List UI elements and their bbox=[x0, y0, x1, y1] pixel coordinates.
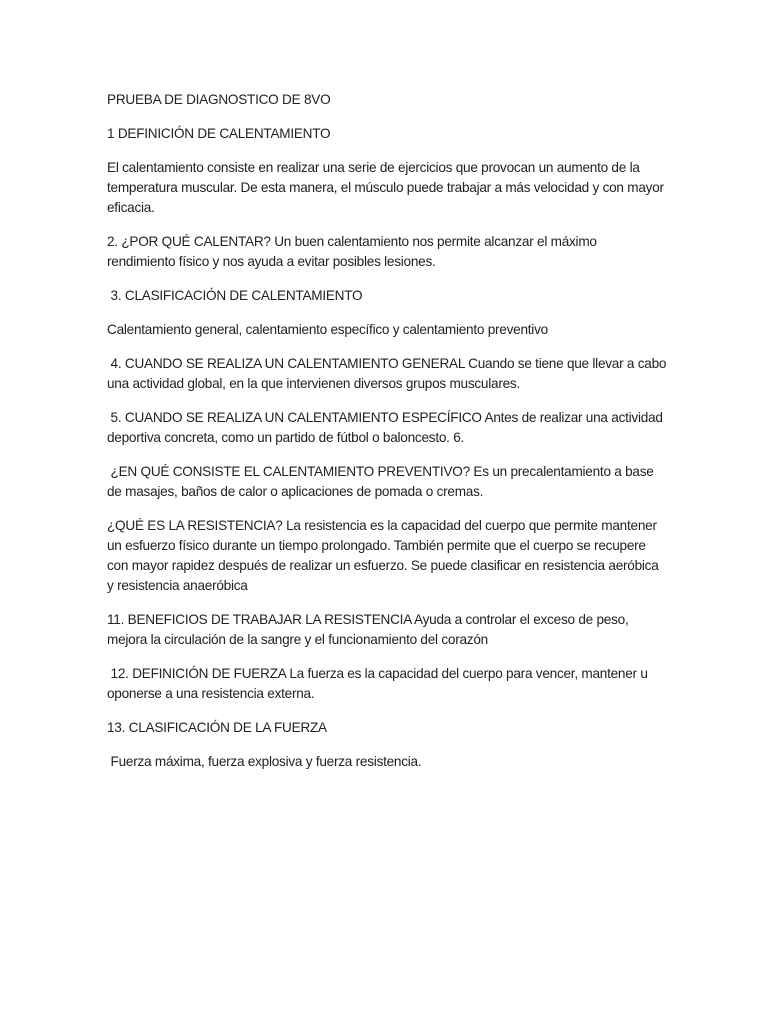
paragraph-strength-definition: 12. DEFINICIÓN DE FUERZA La fuerza es la capacidad del cuerpo para vencer, mantener u oponerse a una resistencia externa. bbox=[107, 666, 652, 701]
paragraph-why-warmup: 2. ¿POR QUÉ CALENTAR? Un buen calentamiento nos permite alcanzar el máximo rendimiento físico y nos ayuda a evitar posibles lesiones. bbox=[107, 234, 601, 269]
paragraph-resistance: ¿QUÉ ES LA RESISTENCIA? La resistencia es la capacidad del cuerpo que permite mantener un esfuerzo físico durante un tiempo prolongado. También permite que el cuerpo se recupere con mayor rapidez después de realizar un esfuerzo. Se puede clasificar en resistencia aeróbica y resistencia anaeróbica bbox=[107, 518, 663, 593]
paragraph-heading-13: 13. CLASIFICACIÓN DE LA FUERZA bbox=[107, 720, 327, 735]
paragraph-general-warmup: 4. CUANDO SE REALIZA UN CALENTAMIENTO GENERAL Cuando se tiene que llevar a cabo una actividad global, en la que intervienen diversos grupos musculares. bbox=[107, 356, 670, 391]
paragraph-heading-1: 1 DEFINICIÓN DE CALENTAMIENTO bbox=[107, 126, 331, 141]
paragraph-resistance-benefits: 11. BENEFICIOS DE TRABAJAR LA RESISTENCIA Ayuda a controlar el exceso de peso, mejora la circulación de la sangre y el funcionamiento del corazón bbox=[107, 612, 633, 647]
paragraph-strength-classification: Fuerza máxima, fuerza explosiva y fuerza resistencia. bbox=[107, 754, 422, 769]
paragraph-classification-warmup: Calentamiento general, calentamiento específico y calentamiento preventivo bbox=[107, 322, 548, 337]
document-page bbox=[107, 90, 670, 786]
paragraph-specific-warmup: 5. CUANDO SE REALIZA UN CALENTAMIENTO ESPECÍFICO Antes de realizar una actividad deportiva concreta, como un partido de fútbol o baloncesto. 6. bbox=[107, 410, 667, 445]
paragraph-heading-3: 3. CLASIFICACIÓN DE CALENTAMIENTO bbox=[107, 288, 363, 303]
document-title: PRUEBA DE DIAGNOSTICO DE 8VO bbox=[107, 92, 331, 107]
paragraph-definition-warmup: El calentamiento consiste en realizar una serie de ejercicios que provocan un aumento de la temperatura muscular. De esta manera, el músculo puede trabajar a más velocidad y con mayor eficacia. bbox=[107, 160, 668, 215]
paragraph-preventive-warmup: ¿EN QUÉ CONSISTE EL CALENTAMIENTO PREVENTIVO? Es un precalentamiento a base de masajes, baños de calor o aplicaciones de pomada o cremas. bbox=[107, 464, 658, 499]
